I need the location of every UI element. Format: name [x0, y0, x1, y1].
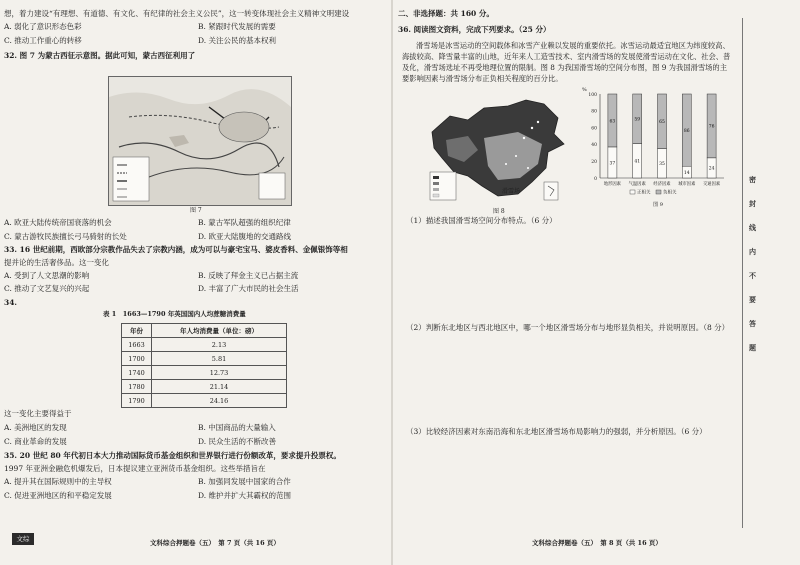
seal-char: 封: [749, 199, 756, 208]
legend-label-negative: 负相关: [663, 190, 677, 196]
section-header: 二、非选择题：共 160 分。: [398, 9, 494, 18]
q36-sub1: （1）描述我国滑雪场空间分布特点。（6 分）: [406, 216, 557, 225]
y-tick-label: 80: [591, 109, 597, 115]
q33-stem-line2: 提并论的生活奢侈品。这一变化: [4, 258, 109, 267]
table-row: [122, 338, 287, 352]
q34-question: 这一变化主要得益于: [4, 409, 72, 418]
year-cell: 1740: [122, 366, 152, 380]
table-row: [122, 380, 287, 394]
seal-char: 不: [749, 271, 756, 280]
q33-option-a[interactable]: A. 受到了人文思潮的影响: [4, 271, 90, 280]
value-cell: 24.16: [151, 394, 286, 408]
right-footer: 文科综合押题卷（五） 第 8 页（共 16 页）: [532, 539, 662, 547]
bar-label-negative: 63: [609, 119, 616, 125]
seal-line: [742, 18, 743, 528]
x-tick-label: 经济因素: [653, 182, 671, 187]
q36-sub2: （2）判断东北地区与西北地区中，哪一个地区滑雪场分布与地形显负相关，并说明原因。（8 分）: [406, 323, 730, 332]
china-ski-map: [428, 98, 568, 204]
y-tick-label: 0: [594, 176, 597, 182]
bar-label-positive: 24: [708, 166, 715, 172]
legend-swatch-positive: [630, 190, 635, 194]
q32-option-d[interactable]: D. 欧亚大陆腹地的交通路线: [198, 232, 292, 241]
table-row: [122, 352, 287, 366]
value-cell: 5.81: [151, 352, 286, 366]
table-row: [122, 366, 287, 380]
q35-stem-line2: 1997 年亚洲金融危机爆发后，日本提议建立亚洲货币基金组织。这些举措旨在: [4, 464, 266, 473]
y-tick-label: 100: [588, 92, 597, 98]
q32-option-a[interactable]: A. 欧亚大陆传统帝国衰落的机会: [4, 218, 112, 227]
q34-option-d[interactable]: D. 民众生活的不断改善: [198, 437, 277, 446]
q32-option-c[interactable]: C. 蒙古游牧民族擅长弓马骑射的长处: [4, 232, 127, 241]
q31-option-d[interactable]: D. 关注公民的基本权利: [198, 36, 277, 45]
bar-label-positive: 14: [683, 170, 690, 176]
seal-char: 密: [749, 175, 756, 184]
value-cell: 21.14: [151, 380, 286, 394]
q31-option-a[interactable]: A. 弱化了意识形态色彩: [4, 22, 82, 31]
subject-tag: 文综: [12, 533, 34, 545]
q34-table-title: 表 1 1663—1790 年英国国内人均蔗糖消费量: [103, 310, 246, 318]
y-axis-label: %: [582, 87, 587, 93]
sugar-consumption-table: [121, 323, 287, 408]
y-tick-label: 40: [591, 143, 597, 149]
x-tick-label: 地形因素: [603, 182, 621, 187]
q34-option-a[interactable]: A. 美洲地区的发现: [4, 423, 67, 432]
left-footer: 文科综合押题卷（五） 第 7 页（共 16 页）: [150, 539, 280, 547]
seal-char: 内: [749, 247, 756, 256]
mongol-campaign-map: [108, 76, 292, 206]
y-tick-label: 60: [591, 126, 597, 132]
table-header: 年份: [122, 324, 152, 338]
q35-option-d[interactable]: D. 维护并扩大其霸权的范围: [198, 491, 292, 500]
bar-label-negative: 65: [659, 120, 665, 126]
q33-option-d[interactable]: D. 丰富了广大市民的社会生活: [198, 284, 299, 293]
q35-option-b[interactable]: B. 加强同发展中国家的合作: [198, 477, 291, 486]
q33-option-c[interactable]: C. 推动了文艺复兴的兴起: [4, 284, 90, 293]
q35-stem-line1: 35. 20 世纪 80 年代初日本大力推动国际货币基金组织和世界银行进行份额改革，要求提升投票权。: [4, 451, 341, 460]
q31-option-b[interactable]: B. 紧跟时代发展的需要: [198, 22, 276, 31]
year-cell: 1663: [122, 338, 152, 352]
q34-option-c[interactable]: C. 商业革命的发展: [4, 437, 67, 446]
q36-sub3: （3）比较经济因素对东南沿海和东北地区滑雪场布局影响力的强弱，并分析原因。（6 分）: [406, 427, 707, 436]
table-header: 年人均消费量（单位：磅）: [151, 324, 286, 338]
seal-char: 题: [749, 343, 756, 352]
bar-label-positive: 41: [634, 159, 641, 165]
bar-label-negative: 76: [708, 124, 715, 130]
year-cell: 1790: [122, 394, 152, 408]
bar-label-negative: 59: [634, 117, 641, 123]
q31-stem-tail: 想，着力建设“有理想、有道德、有文化、有纪律的社会主义公民”，这一转变体现社会主义精神文明建设: [4, 9, 350, 18]
x-tick-label: 气温因素: [628, 182, 646, 187]
x-tick-label: 交通因素: [703, 182, 721, 187]
table-row: [122, 394, 287, 408]
seal-char: 答: [749, 319, 756, 328]
q36-stem: 36. 阅读图文资料，完成下列要求。（25 分）: [398, 25, 551, 34]
right-page: [392, 0, 800, 565]
fig9-caption: 图 9: [653, 202, 663, 208]
bar-label-positive: 35: [659, 162, 665, 168]
seal-char: 线: [749, 223, 756, 232]
q35-option-c[interactable]: C. 促进亚洲地区的和平稳定发展: [4, 491, 112, 500]
legend-label-positive: 正相关: [637, 190, 651, 196]
year-cell: 1700: [122, 352, 152, 366]
bar-label-positive: 37: [609, 161, 616, 167]
q31-option-c[interactable]: C. 推动工作重心的转移: [4, 36, 82, 45]
x-tick-label: 城市因素: [678, 182, 696, 187]
q33-stem-line1: 33. 16 世纪前期，西欧部分宗教作品失去了宗教内涵，成为可以与豪宅宝马、婆皮香料、金佩银饰等相: [4, 245, 348, 254]
left-page: [0, 0, 392, 565]
seal-char: 要: [749, 295, 756, 304]
legend-swatch-negative: [656, 190, 661, 194]
q36-material: 滑雪场是冰雪运动的空间载体和冰雪产业赖以发展的重要依托。冰雪运动最适宜地区为纬度较高、海拔较高、降雪量丰富的山地，近年来人工造雪技术、室内滑雪场的发展使滑雪运动在文化、社会、普及化，滑雪场选址不再受地理位置的限制。图 8 为我国滑雪场的空间分布图，图 9 为我国滑雪场的主要影响因素与滑雪场分布正负相关程度的百分比。: [402, 41, 731, 83]
ski-factor-chart: [578, 82, 728, 210]
q32-stem: 32. 图 7 为蒙古西征示意图。据此可知，蒙古西征利用了: [4, 51, 196, 60]
fig8-caption: 图 8: [493, 208, 505, 215]
bar-label-negative: 86: [683, 128, 690, 134]
china-map-graphic: [428, 98, 568, 204]
y-tick-label: 20: [591, 160, 597, 165]
q34-option-b[interactable]: B. 中国商品的大量输入: [198, 423, 276, 432]
map-graphic: [109, 77, 291, 205]
value-cell: 2.13: [151, 338, 286, 352]
q32-option-b[interactable]: B. 蒙古军队超强的组织纪律: [198, 218, 291, 227]
q33-option-b[interactable]: B. 反映了拜金主义已占据主流: [198, 271, 299, 280]
fig7-caption: 图 7: [190, 207, 202, 214]
fig8-legend: 滑雪场: [502, 188, 521, 195]
table-header-row: [122, 324, 287, 338]
q35-option-a[interactable]: A. 提升其在国际规则中的主导权: [4, 477, 112, 486]
q34-label: 34.: [4, 298, 18, 307]
value-cell: 12.73: [151, 366, 286, 380]
year-cell: 1780: [122, 380, 152, 394]
